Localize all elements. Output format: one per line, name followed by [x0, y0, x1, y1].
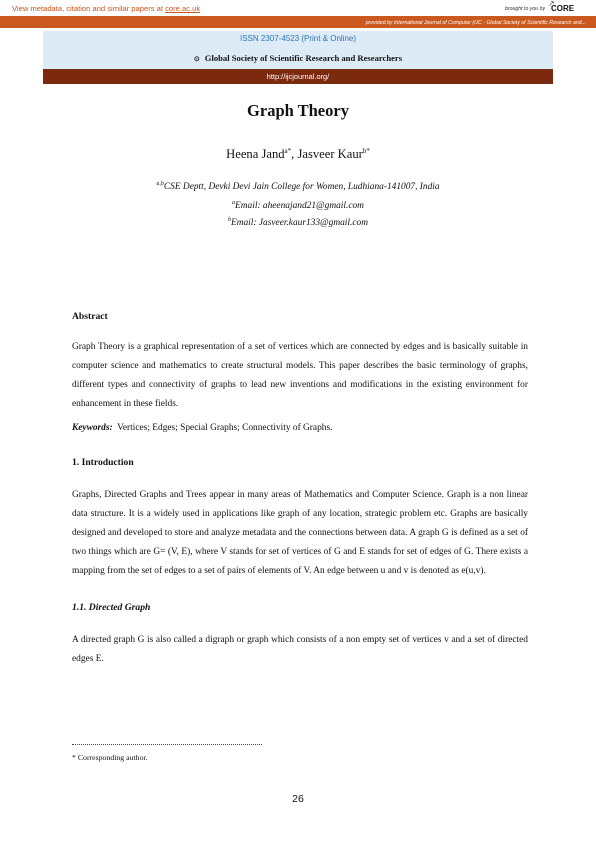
directed-graph-text: A directed graph G is also called a digraph or graph which consists of a non empty set of vertices v and a set of directed edges E. — [72, 635, 528, 664]
author-1: Heena Jand — [226, 147, 285, 162]
abstract-text: Graph Theory is a graphical representation of a set of vertices which are connected by edges and is basically suitable in computer science and mathematics to create structural models. This paper describes the basic terminology of graphs, different types and connectivity of graphs to lead new inventions and modifications in the existing environment for enhancement in these fields. — [72, 342, 528, 409]
provided-by-text[interactable]: provided by International Journal of Computer (IJC - Global Society of Scientific Research and... — [365, 19, 586, 26]
keywords — [72, 423, 332, 433]
society-name — [43, 53, 553, 63]
keywords-text: Vertices; Edges; Special Graphs; Connectivity of Graphs. — [112, 423, 333, 433]
page-number: 26 — [292, 793, 304, 805]
abstract-heading: Abstract — [72, 311, 108, 322]
core-ac-uk-link[interactable]: core.ac.uk — [165, 4, 201, 13]
email-2 — [0, 217, 596, 228]
core-view-link[interactable] — [12, 4, 200, 13]
email-1-text: Email: aheenajand21@gmail.com — [235, 201, 364, 212]
email-2-sup: b — [228, 217, 231, 223]
society-logo-icon: ⊙ — [193, 55, 200, 63]
email-2-text: Email: Jasveer.kaur133@gmail.com — [231, 218, 368, 229]
core-view-text: View metadata, citation and similar papers at — [12, 4, 166, 13]
footnote-divider — [72, 744, 262, 745]
footnote: * Corresponding author. — [72, 753, 148, 762]
keywords-label: Keywords: — [72, 423, 113, 433]
affiliation — [0, 181, 596, 192]
paper-title: Graph Theory — [247, 101, 349, 120]
core-logo-icon: ↗ — [548, 0, 555, 8]
author-2-sup: b* — [362, 147, 370, 155]
paper-authors — [0, 147, 596, 162]
directed-graph-heading: 1.1. Directed Graph — [72, 602, 151, 613]
brought-by-text: brought to you by — [505, 6, 546, 12]
affiliation-sup: a,b — [156, 181, 164, 187]
email-1-sup: a — [232, 200, 236, 206]
issn-text: ISSN 2307-4523 (Print & Online) — [239, 34, 357, 43]
email-1 — [0, 200, 596, 211]
intro-text: Graphs, Directed Graphs and Trees appear in many areas of Mathematics and Computer Science. Graph is a non linear data structure. It is a widely used in applications like graph of any location, strategic problem etc. Graphs are basically designed and developed to store and analyze metadata and the connections between data. A graph G is defined as a set of two things which are G= (V, E), where V stands for set of vertices of G and E stands for set of edges of G. There exists a mapping from the set of edges to a set of pairs of elements of V. An edge between u and v is denoted as e(u,v). — [72, 490, 528, 576]
core-logo[interactable]: CORE — [551, 4, 575, 13]
author-1-sup: a* — [284, 147, 292, 155]
intro-heading: 1. Introduction — [72, 457, 134, 468]
author-2: , Jasveer Kaur — [291, 147, 363, 162]
affiliation-text: CSE Deptt, Devki Devi Jain College for Women, Ludhiana-141007, India — [163, 182, 440, 193]
society-label: Global Society of Scientific Research and Researchers — [204, 53, 403, 63]
journal-url-link[interactable]: http://ijcjournal.org/ — [266, 72, 330, 81]
